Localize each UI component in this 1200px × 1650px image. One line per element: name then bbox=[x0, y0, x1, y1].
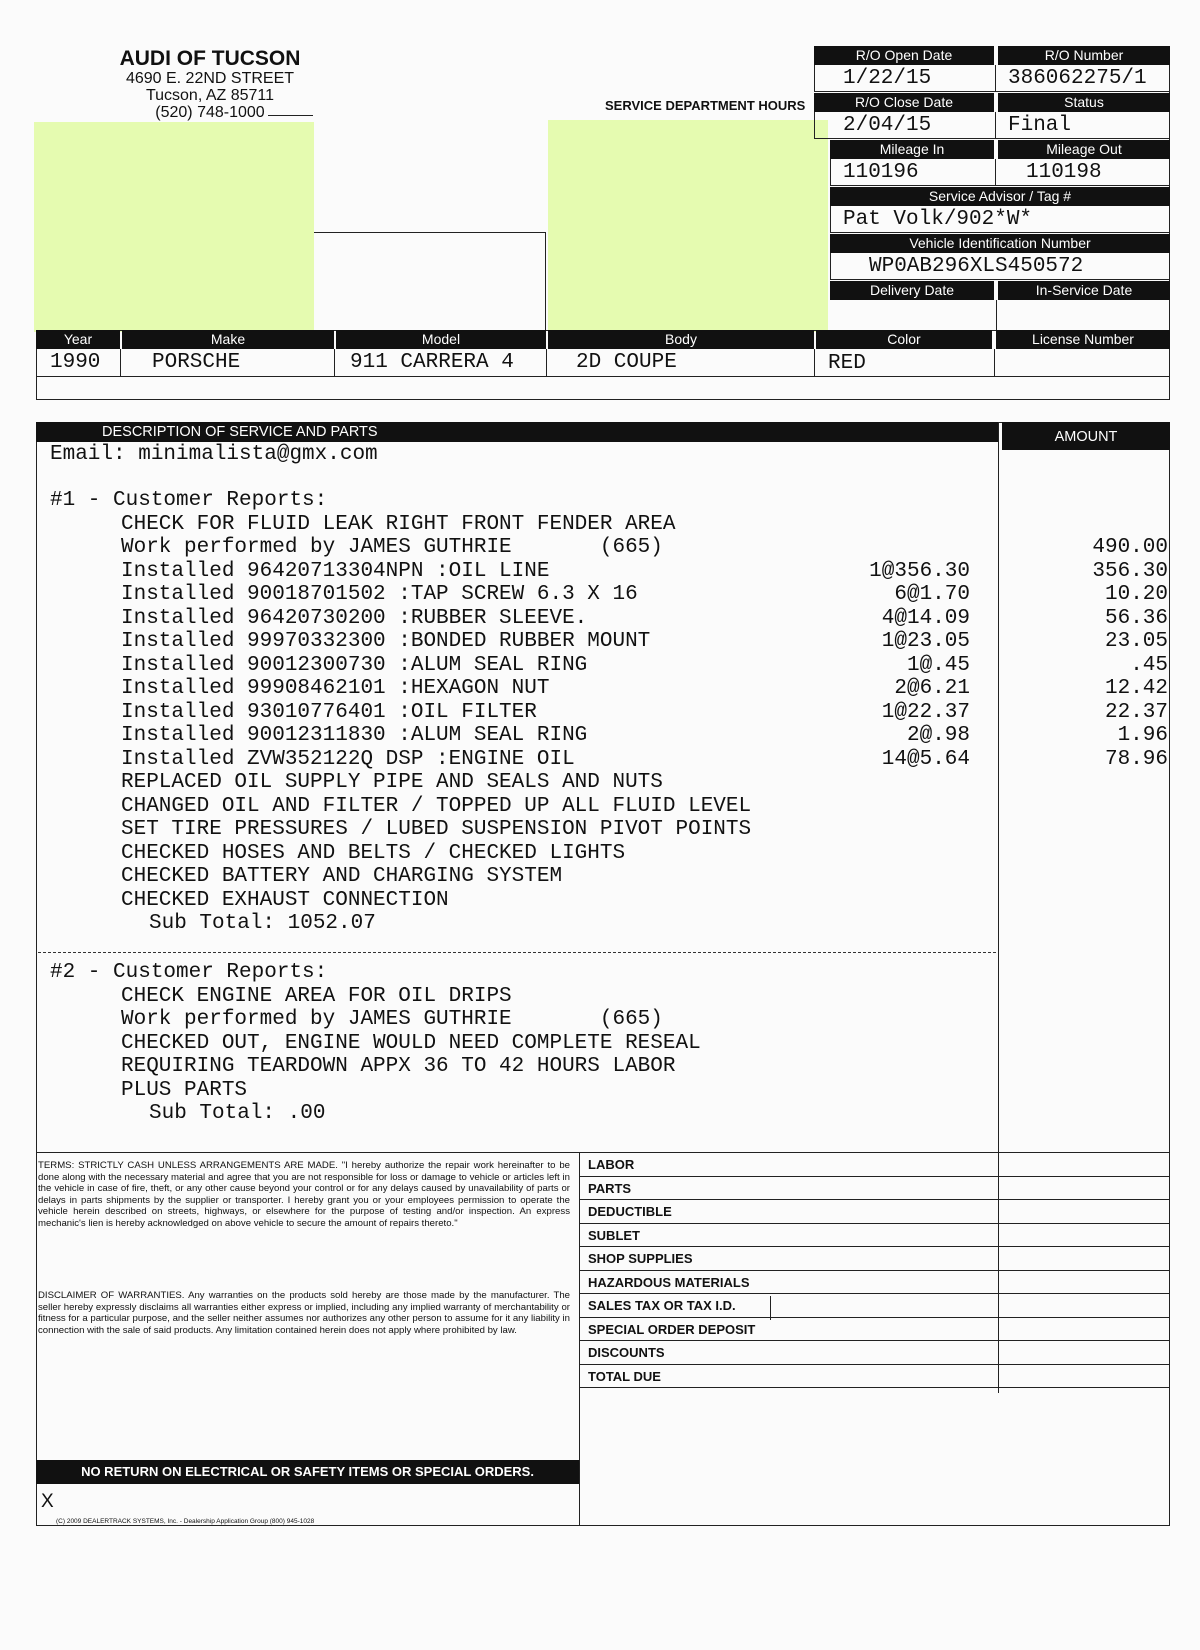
job1-tech: Work performed by JAMES GUTHRIE (665) bbox=[121, 536, 663, 559]
totals-row-shop-supplies bbox=[580, 1247, 1170, 1271]
signature-x: X bbox=[41, 1491, 54, 1512]
ro-close-date-cell bbox=[814, 112, 996, 139]
mileage-in: 110196 bbox=[843, 161, 919, 184]
vin-label: Vehicle Identification Number bbox=[830, 234, 1170, 253]
dealer-city: Tucson, AZ 85711 bbox=[145, 87, 275, 104]
part-amount: 78.96 bbox=[1104, 747, 1168, 771]
ro-grid bbox=[814, 46, 1170, 331]
job1-parts-list bbox=[50, 560, 970, 772]
job2-complaint: CHECK ENGINE AREA FOR OIL DRIPS bbox=[121, 984, 512, 1008]
delivery-date-label: Delivery Date bbox=[830, 281, 994, 300]
advisor-label: Service Advisor / Tag # bbox=[830, 187, 1170, 206]
job2-title: #2 - Customer Reports: bbox=[50, 961, 328, 984]
job2-subtotal: Sub Total: .00 bbox=[149, 1102, 326, 1125]
part-amount: 23.05 bbox=[1104, 630, 1168, 653]
part-amount: 1.96 bbox=[1117, 724, 1168, 747]
dealer-name: AUDI OF TUCSON bbox=[119, 47, 301, 70]
model-label: Model bbox=[336, 330, 546, 349]
totals-amount-divider bbox=[998, 1153, 999, 1393]
totals-label-special-order-deposit: SPECIAL ORDER DEPOSIT bbox=[588, 1321, 756, 1337]
job2-note: CHECKED OUT, ENGINE WOULD NEED COMPLETE RESEAL bbox=[121, 1031, 701, 1055]
service-hours-label: SERVICE DEPARTMENT HOURS bbox=[605, 98, 806, 113]
job1-note: CHECKED EXHAUST CONNECTION bbox=[121, 888, 449, 912]
part-qty-price: 1@23.05 bbox=[881, 630, 970, 653]
disclaimer-text: DISCLAIMER OF WARRANTIES. Any warranties on the products sold hereby are those made by the manufacturer. The seller hereby expressly disclaims all warranties either express or implied, including any implied warranty of merchantability or fitness for a particular purpose, and the seller neither assumes nor authorizes any other person to assume for it any liability in connection with the sale of said products. Any limitation contained herein does not apply where prohibited by law. bbox=[38, 1290, 570, 1336]
job2-notes-list bbox=[50, 1032, 970, 1103]
color-label: Color bbox=[816, 330, 992, 349]
job1-note: CHANGED OIL AND FILTER / TOPPED UP ALL FLUID LEVEL bbox=[121, 794, 752, 818]
job2 bbox=[50, 961, 970, 1126]
totals-label-shop-supplies: SHOP SUPPLIES bbox=[588, 1251, 693, 1266]
tax-id-divider bbox=[770, 1296, 771, 1320]
make-label: Make bbox=[122, 330, 334, 349]
terms-text: TERMS: STRICTLY CASH UNLESS ARRANGEMENTS ARE MADE. "I hereby authorize the repair work hereinafter to be done along with the necessary material and agree that you are not responsible for loss or damage to vehicle or articles left in the vehicle in case of fire, theft, or any other cause beyond your control or for any delays caused by unavailability of parts or delays in parts shipments by the supplier or transporter. I hereby grant you or your employees permission to operate the vehicle herein described on streets, highways, or elsewhere for the purpose of testing and/or inspection. An express mechanic's lien is hereby acknowledged on above vehicle to secure the amount of repairs thereto." bbox=[38, 1160, 570, 1229]
ro-status-cell bbox=[996, 112, 1170, 139]
job1-labor-amount: 490.00 bbox=[1092, 536, 1168, 559]
totals-label-parts: PARTS bbox=[588, 1180, 632, 1196]
part-qty-price: 2@.98 bbox=[906, 724, 970, 747]
mileage-out: 110198 bbox=[1026, 161, 1102, 184]
vehicle-make: PORSCHE bbox=[152, 351, 241, 374]
part-amount: 356.30 bbox=[1092, 559, 1168, 583]
totals-label-labor: LABOR bbox=[588, 1157, 635, 1172]
job1-note: CHECKED BATTERY AND CHARGING SYSTEM bbox=[121, 865, 563, 888]
job2-note: PLUS PARTS bbox=[121, 1078, 248, 1102]
dealer-street: 4690 E. 22ND STREET bbox=[125, 70, 295, 87]
totals-label-deductible: DEDUCTIBLE bbox=[588, 1204, 672, 1219]
job1-note: SET TIRE PRESSURES / LUBED SUSPENSION PIVOT POINTS bbox=[121, 818, 752, 841]
part-row bbox=[50, 630, 970, 654]
totals-row-total-due bbox=[580, 1365, 1170, 1389]
no-return-banner bbox=[36, 1460, 579, 1484]
part-qty-price: 1@.45 bbox=[906, 653, 970, 677]
totals-label-total-due: TOTAL DUE bbox=[588, 1368, 661, 1384]
part-row bbox=[50, 677, 970, 701]
ro-number: 386062275/1 bbox=[1008, 67, 1147, 90]
part-description: Installed 93010776401 :OIL FILTER bbox=[121, 700, 537, 724]
job1 bbox=[50, 489, 970, 936]
mileage-out-cell bbox=[996, 159, 1170, 186]
ro-number-cell bbox=[996, 65, 1170, 92]
part-row bbox=[50, 560, 970, 584]
job1-amounts bbox=[1002, 536, 1168, 771]
advisor-cell bbox=[830, 206, 1170, 233]
ro-close-date: 2/04/15 bbox=[843, 114, 932, 137]
job1-notes-list bbox=[50, 771, 970, 912]
ro-close-date-label: R/O Close Date bbox=[814, 93, 994, 112]
license-label: License Number bbox=[996, 330, 1170, 349]
vin-cell bbox=[830, 253, 1170, 280]
job-divider bbox=[38, 952, 996, 953]
part-amount: 56.36 bbox=[1104, 606, 1168, 630]
dealer-rule bbox=[268, 115, 313, 116]
job2-tech: Work performed by JAMES GUTHRIE (665) bbox=[121, 1008, 663, 1031]
part-description: Installed ZVW352122Q DSP :ENGINE OIL bbox=[121, 747, 575, 771]
part-description: Installed 96420730200 :RUBBER SLEEVE. bbox=[121, 606, 588, 630]
totals-table bbox=[580, 1153, 1170, 1388]
ro-status-label: Status bbox=[998, 93, 1170, 112]
part-description: Installed 96420713304NPN :OIL LINE bbox=[121, 559, 550, 583]
part-row bbox=[50, 701, 970, 725]
mileage-in-label: Mileage In bbox=[830, 140, 994, 159]
advisor: Pat Volk/902*W* bbox=[843, 208, 1033, 231]
part-row bbox=[50, 607, 970, 631]
job1-note: REPLACED OIL SUPPLY PIPE AND SEALS AND NUTS bbox=[121, 771, 663, 794]
part-qty-price: 2@6.21 bbox=[894, 677, 970, 700]
ro-open-date-label: R/O Open Date bbox=[814, 46, 994, 65]
totals-row-sublet bbox=[580, 1224, 1170, 1248]
job1-title: #1 - Customer Reports: bbox=[50, 489, 328, 512]
part-amount: .45 bbox=[1130, 653, 1168, 677]
part-description: Installed 90012300730 :ALUM SEAL RING bbox=[121, 653, 588, 677]
totals-row-special-order-deposit bbox=[580, 1318, 1170, 1342]
vehicle-color: RED bbox=[828, 352, 866, 375]
totals-row-hazardous-materials bbox=[580, 1271, 1170, 1295]
totals-row-discounts bbox=[580, 1341, 1170, 1365]
part-description: Installed 90018701502 :TAP SCREW 6.3 X 16 bbox=[121, 583, 638, 606]
part-description: Installed 90012311830 :ALUM SEAL RING bbox=[121, 724, 588, 747]
totals-row-labor bbox=[580, 1153, 1170, 1177]
vehicle-model: 911 CARRERA 4 bbox=[350, 351, 514, 374]
ro-open-date: 1/22/15 bbox=[843, 67, 932, 90]
part-description: Installed 99970332300 :BONDED RUBBER MOUNT bbox=[121, 630, 651, 653]
totals-row-deductible bbox=[580, 1200, 1170, 1224]
redaction-sticky-right bbox=[548, 120, 828, 332]
in-service-date-label: In-Service Date bbox=[998, 281, 1170, 300]
no-return-text: NO RETURN ON ELECTRICAL OR SAFETY ITEMS OR SPECIAL ORDERS. bbox=[81, 1464, 534, 1479]
part-qty-price: 1@356.30 bbox=[869, 559, 970, 583]
vehicle-year: 1990 bbox=[50, 351, 101, 374]
part-row bbox=[50, 748, 970, 772]
job1-complaint: CHECK FOR FLUID LEAK RIGHT FRONT FENDER AREA bbox=[121, 512, 676, 536]
year-label: Year bbox=[36, 330, 120, 349]
job1-part-amounts-list bbox=[1002, 560, 1168, 772]
vin: WP0AB296XLS450572 bbox=[869, 255, 1084, 278]
part-row bbox=[50, 654, 970, 678]
job1-note: CHECKED HOSES AND BELTS / CHECKED LIGHTS bbox=[121, 841, 626, 865]
part-qty-price: 1@22.37 bbox=[881, 700, 970, 724]
part-qty-price: 4@14.09 bbox=[881, 606, 970, 630]
part-qty-price: 6@1.70 bbox=[894, 583, 970, 606]
amount-header: AMOUNT bbox=[1002, 422, 1170, 450]
totals-label-sales-tax-or-tax-i-d: SALES TAX OR TAX I.D. bbox=[588, 1298, 736, 1313]
part-amount: 12.42 bbox=[1104, 677, 1168, 700]
ro-status: Final bbox=[1008, 114, 1072, 137]
redaction-sticky-left bbox=[34, 122, 314, 332]
part-qty-price: 14@5.64 bbox=[881, 747, 970, 771]
dealer-block bbox=[100, 48, 320, 121]
totals-label-discounts: DISCOUNTS bbox=[588, 1345, 665, 1360]
amount-column-divider bbox=[998, 422, 999, 1154]
job2-note: REQUIRING TEARDOWN APPX 36 TO 42 HOURS LABOR bbox=[121, 1055, 676, 1078]
job1-subtotal: Sub Total: 1052.07 bbox=[149, 912, 376, 935]
ro-open-date-cell bbox=[814, 65, 996, 92]
totals-label-sublet: SUBLET bbox=[588, 1227, 640, 1243]
mileage-in-cell bbox=[830, 159, 996, 186]
body-label: Body bbox=[548, 330, 814, 349]
part-amount: 10.20 bbox=[1104, 583, 1168, 606]
mileage-out-label: Mileage Out bbox=[998, 140, 1170, 159]
vehicle-row bbox=[36, 330, 1170, 400]
totals-label-hazardous-materials: HAZARDOUS MATERIALS bbox=[588, 1274, 750, 1290]
part-row bbox=[50, 583, 970, 607]
email-line: Email: minimalista@gmx.com bbox=[50, 443, 378, 466]
vehicle-body: 2D COUPE bbox=[576, 351, 677, 374]
part-amount: 22.37 bbox=[1104, 700, 1168, 724]
description-header: DESCRIPTION OF SERVICE AND PARTS bbox=[36, 422, 998, 442]
date-cells bbox=[996, 300, 997, 331]
copyright-text: (C) 2009 DEALERTRACK SYSTEMS, Inc. - Dealership Application Group (800) 945-1028 bbox=[56, 1518, 315, 1525]
part-description: Installed 99908462101 :HEXAGON NUT bbox=[121, 677, 550, 700]
customer-box-frame-right bbox=[545, 232, 546, 330]
part-row bbox=[50, 724, 970, 748]
dealer-phone: (520) 748-1000 bbox=[155, 104, 265, 121]
totals-row-sales-tax-or-tax-i-d bbox=[580, 1294, 1170, 1318]
ro-number-label: R/O Number bbox=[998, 46, 1170, 65]
totals-row-parts bbox=[580, 1177, 1170, 1201]
